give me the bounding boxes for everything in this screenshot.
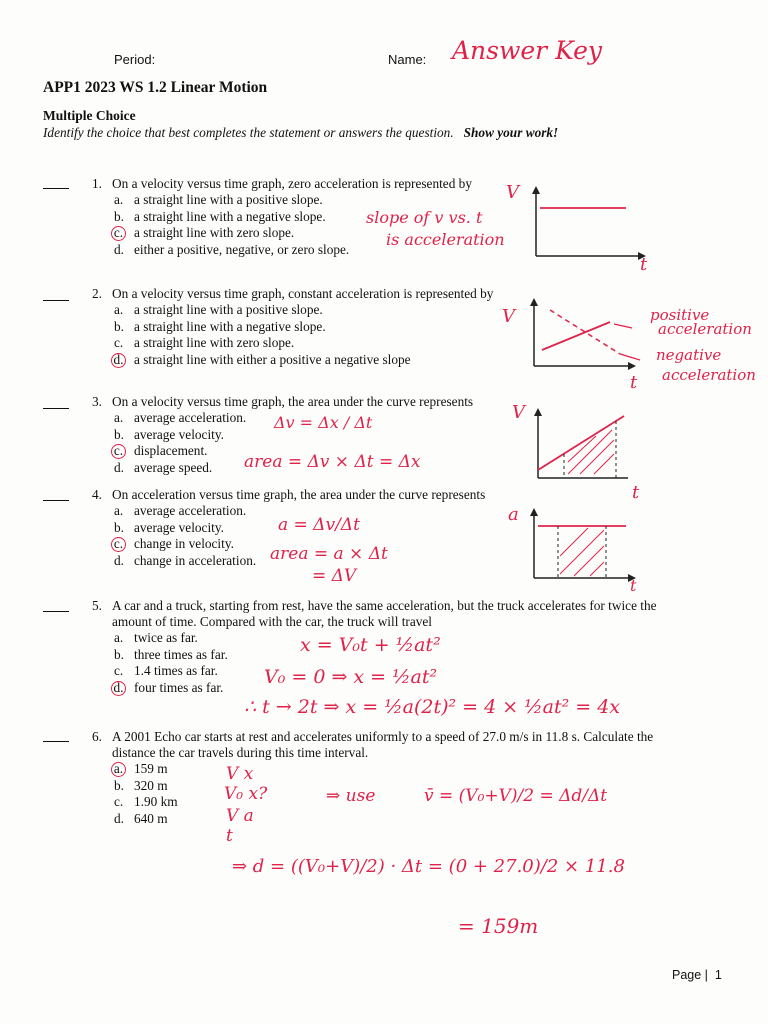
option-list: [114, 630, 228, 696]
work-formula: ∴ t → 2t ⇒ x = ½a(2t)² = 4 × ½at² = 4x: [244, 696, 620, 718]
work-formula: area = a × Δt: [270, 544, 388, 564]
question-text: A 2001 Echo car starts at rest and accelerates uniformly to a speed of 27.0 m/s in 11.8 s. Calculate the: [112, 729, 654, 744]
work-note: positive: [650, 306, 710, 324]
work-formula: V₀ = 0 ⇒ x = ½at²: [264, 666, 438, 688]
work-formula: V₀ x?: [224, 784, 268, 804]
question-number: 6.: [92, 729, 102, 744]
work-formula: V x: [226, 764, 254, 784]
velocity-time-graph: [530, 186, 670, 276]
answer-blank[interactable]: [43, 188, 69, 189]
option: b. 320 m: [114, 777, 168, 793]
option: c. a straight line with zero slope.: [114, 335, 295, 350]
page-title: APP1 2023 WS 1.2 Linear Motion: [43, 79, 268, 96]
option: d. change in acceleration.: [114, 552, 257, 568]
question-number: 2.: [92, 286, 102, 301]
question-text: On a velocity versus time graph, constant acceleration is represented by: [112, 286, 494, 301]
question-number: 5.: [92, 598, 102, 613]
option-list: [114, 761, 178, 827]
option-selected: c. a straight line with zero slope.: [114, 225, 349, 242]
work-formula: t: [226, 826, 233, 846]
final-answer: = 159m: [458, 914, 539, 938]
x-axis-label: t: [630, 372, 638, 393]
work-note: slope of v vs. t: [366, 208, 483, 227]
option: b. a straight line with a negative slope.: [114, 318, 326, 334]
option: d. 640 m: [114, 810, 168, 826]
option: c. 1.90 km: [114, 794, 178, 809]
velocity-time-graph: [532, 408, 642, 488]
option-list: [114, 503, 256, 569]
answer-blank[interactable]: [43, 408, 69, 409]
option-selected: c. displacement.: [114, 443, 246, 460]
x-axis-label: t: [632, 482, 640, 503]
question-text: On acceleration versus time graph, the area under the curve represents: [112, 487, 486, 502]
work-note: acceleration: [662, 366, 756, 384]
option-selected: c. change in velocity.: [114, 536, 256, 553]
work-formula: Δv = Δx / Δt: [274, 413, 373, 432]
work-formula: ⇒ d = ((V₀+V)/2) · Δt = (0 + 27.0)/2 × 11.8: [232, 856, 625, 877]
option: a. a straight line with a positive slope.: [114, 192, 323, 207]
question-number: 3.: [92, 394, 102, 409]
instructions: Identify the choice that best completes the statement or answers the question. Show your work!: [43, 125, 559, 140]
name-value: Answer Key: [452, 36, 602, 65]
option: b. average velocity.: [114, 426, 224, 442]
y-axis-label: V: [502, 306, 515, 327]
answer-blank[interactable]: [43, 611, 69, 612]
option-selected: d. a straight line with either a positive a negative slope: [114, 352, 411, 369]
question-number: 4.: [92, 487, 102, 502]
work-note: negative: [656, 346, 722, 364]
x-axis-label: t: [640, 254, 648, 275]
work-note: is acceleration: [386, 230, 505, 249]
option-list: [114, 192, 349, 258]
work-formula: ⇒ use: [326, 786, 376, 806]
option: b. three times as far.: [114, 646, 228, 662]
work-formula: = ΔV: [312, 566, 357, 586]
option-selected: d. four times as far.: [114, 680, 228, 697]
page-footer: Page | 1: [672, 968, 722, 982]
work-formula: area = Δv × Δt = Δx: [244, 452, 421, 472]
question-text-cont: amount of time. Compared with the car, the truck will travel: [112, 614, 432, 629]
answer-blank[interactable]: [43, 300, 69, 301]
answer-blank[interactable]: [43, 741, 69, 742]
option: b. average velocity.: [114, 519, 224, 535]
option: d. either a positive, negative, or zero slope.: [114, 241, 350, 257]
question-number: 1.: [92, 176, 102, 191]
work-formula: v̄ = (V₀+V)/2 = Δd/Δt: [424, 786, 608, 806]
work-formula: a = Δv/Δt: [278, 515, 360, 535]
velocity-time-graph: [528, 298, 668, 378]
option: b. a straight line with a negative slope.: [114, 208, 326, 224]
option: d. average speed.: [114, 459, 213, 475]
work-formula: x = V₀t + ½at²: [300, 634, 441, 656]
answer-blank[interactable]: [43, 500, 69, 501]
question-text: On a velocity versus time graph, zero acceleration is represented by: [112, 176, 472, 191]
y-axis-label: V: [506, 182, 519, 203]
name-label: Name:: [388, 52, 427, 67]
y-axis-label: V: [512, 402, 525, 423]
option-list: [114, 410, 246, 476]
question-text: A car and a truck, starting from rest, have the same acceleration, but the truck accelerates for twice the: [112, 598, 657, 613]
option: a. average acceleration.: [114, 503, 247, 518]
page-label: Page: [672, 968, 702, 982]
question-text: On a velocity versus time graph, the area under the curve represents: [112, 394, 474, 409]
option-list: [114, 302, 411, 368]
page-number: 1: [714, 968, 722, 982]
instructions-emphasis: Show your work!: [463, 125, 559, 140]
period-label: Period:: [114, 52, 156, 67]
option: c. 1.4 times as far.: [114, 663, 218, 678]
x-axis-label: t: [630, 576, 637, 595]
work-formula: V a: [226, 806, 254, 826]
option: a. twice as far.: [114, 630, 198, 645]
y-axis-label: a: [508, 504, 519, 525]
question-text-cont: distance the car travels during this time interval.: [112, 745, 369, 760]
work-note: acceleration: [658, 320, 752, 338]
option: a. average acceleration.: [114, 410, 247, 425]
option-selected: a. 159 m: [114, 761, 178, 778]
option: a. a straight line with a positive slope.: [114, 302, 323, 317]
section-heading: Multiple Choice: [43, 108, 136, 123]
